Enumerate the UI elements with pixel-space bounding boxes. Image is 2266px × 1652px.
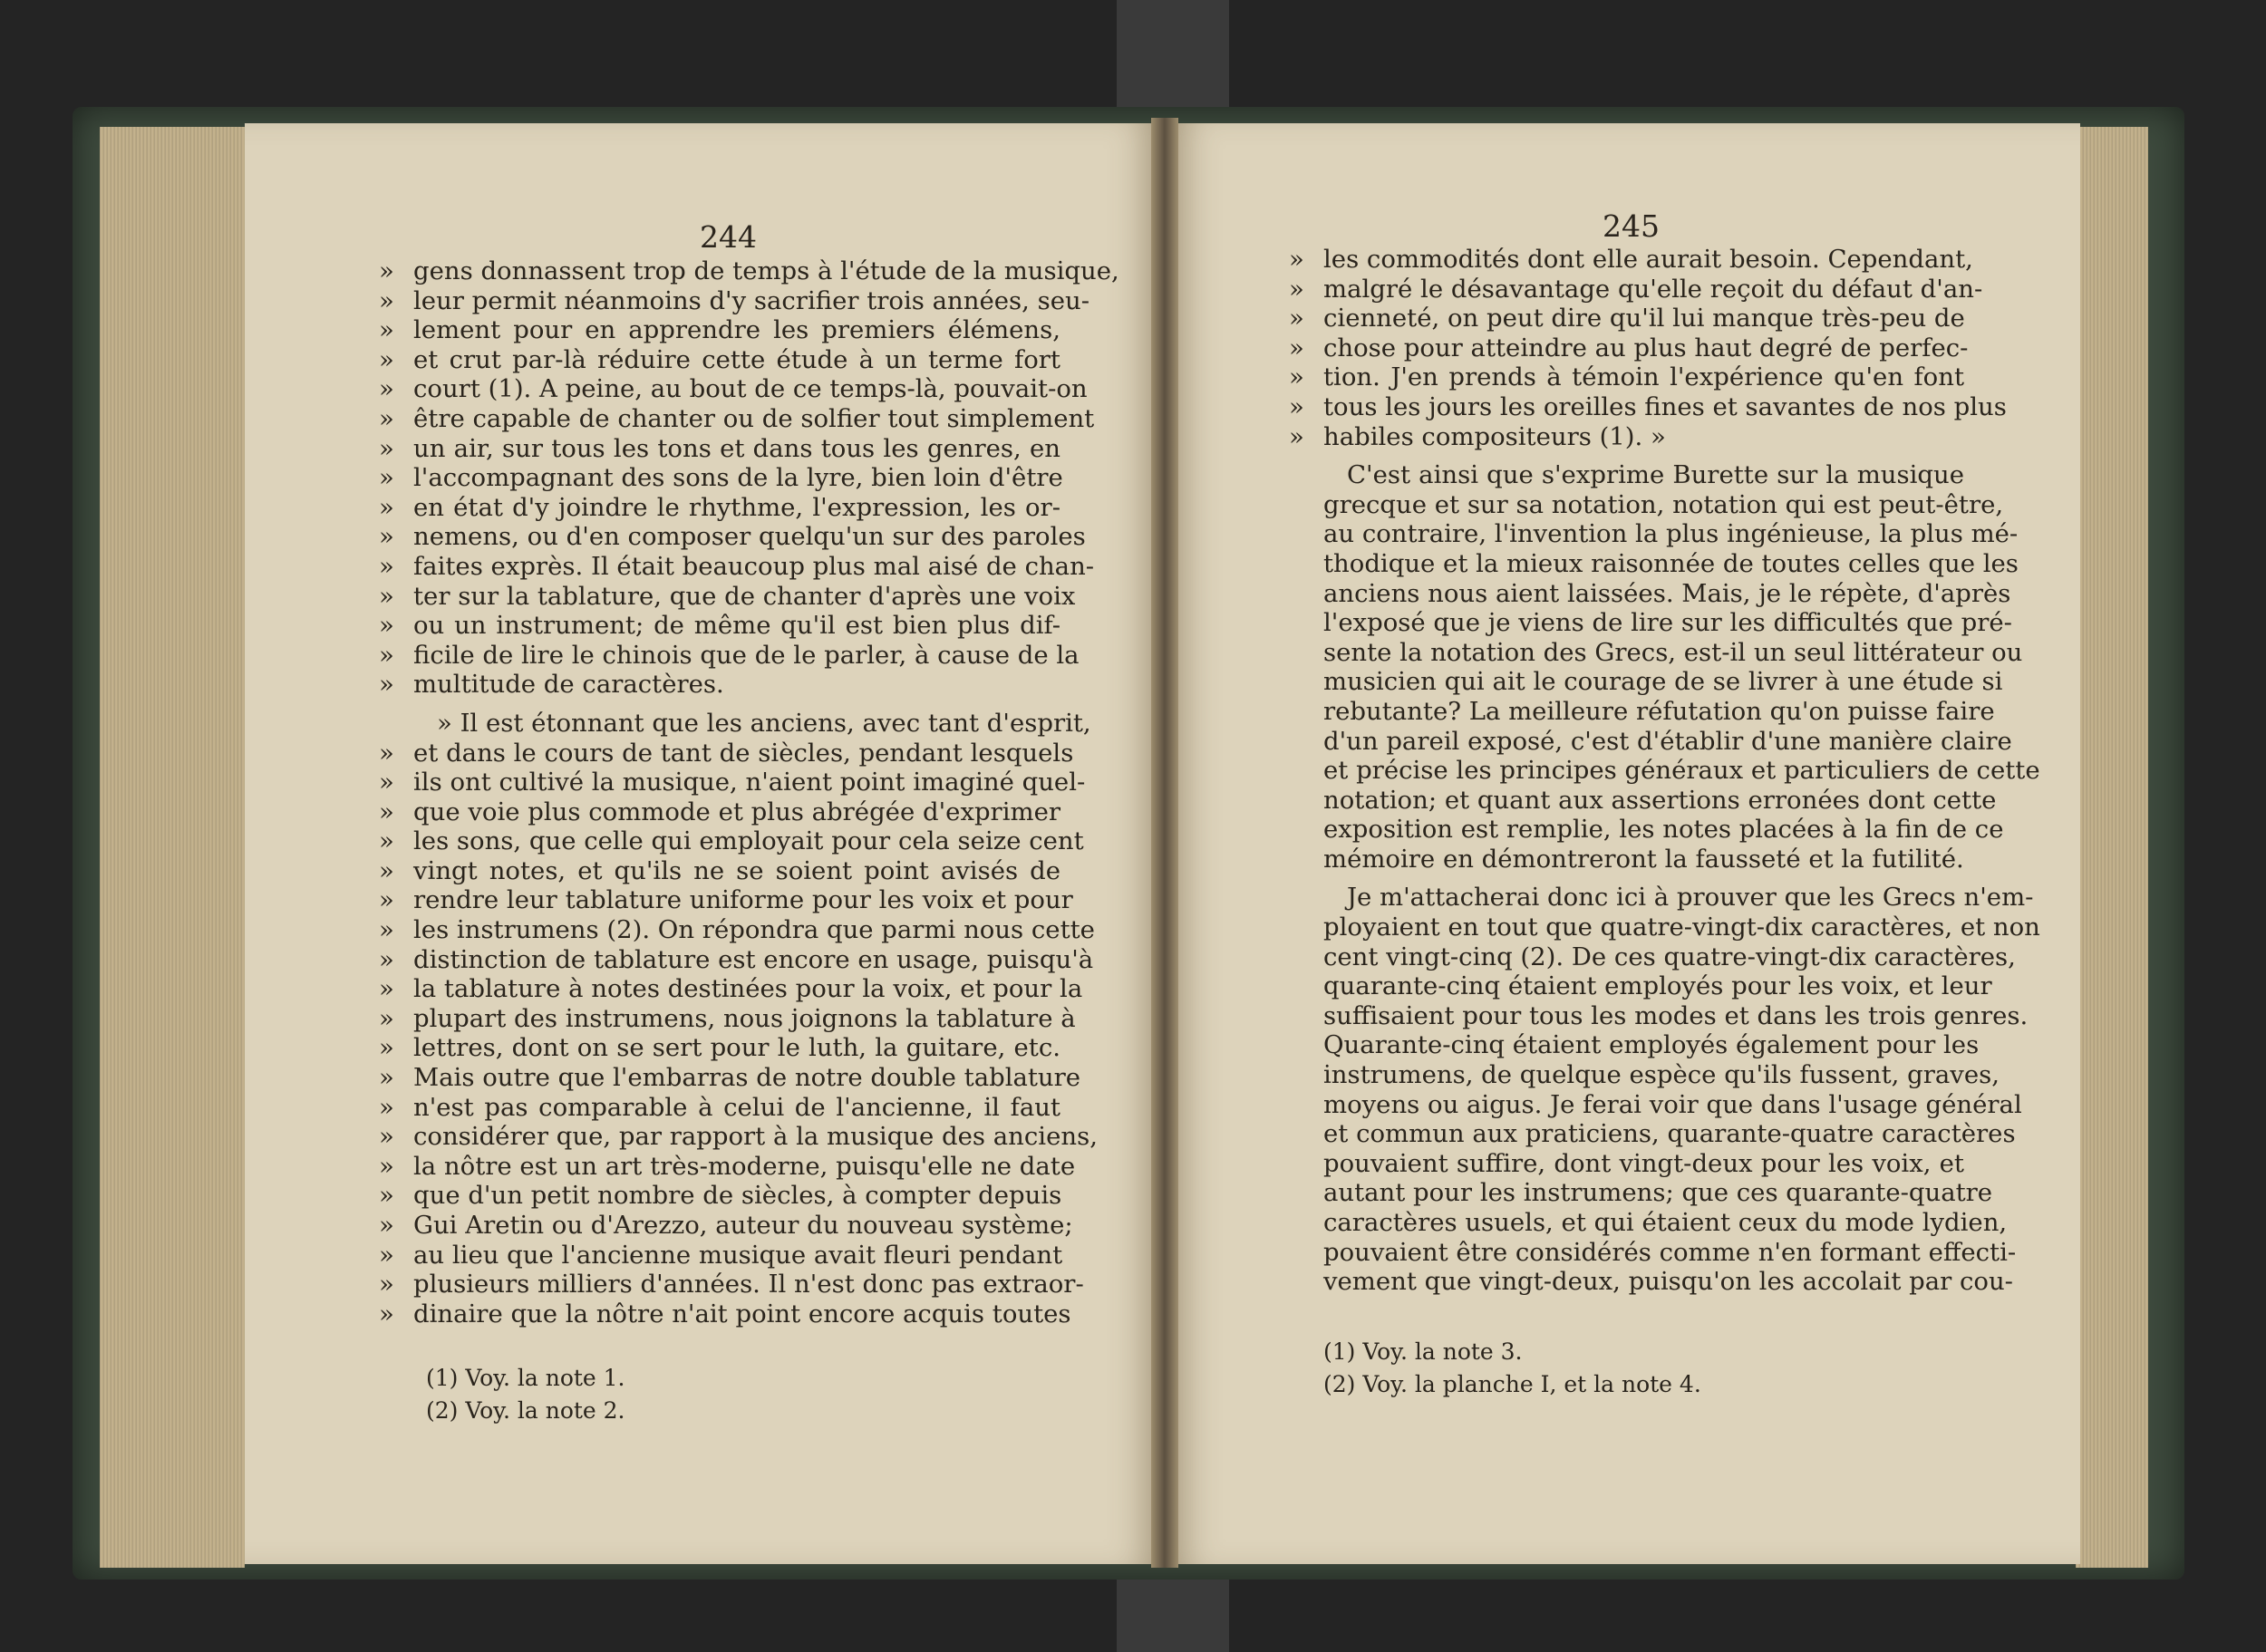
quote-mark	[1289, 608, 1323, 638]
text-line	[379, 522, 1086, 552]
line-text: d'un pareil exposé, c'est d'établir d'une manière claire	[1323, 726, 2012, 756]
line-text: que voie plus commode et plus abrégée d'exprimer	[413, 797, 1060, 826]
text-line	[1289, 942, 2016, 972]
line-text: et commun aux praticiens, quarante-quatre caractères	[1323, 1119, 2016, 1149]
line-text: ployaient en tout que quatre-vingt-dix caractères, et non	[1323, 913, 2040, 942]
quote-mark: »	[379, 855, 394, 885]
line-text: et précise les principes généraux et particuliers de cette	[1323, 756, 2040, 786]
line-text: au contraire, l'invention la plus ingénieuse, la plus mé-	[1323, 519, 2019, 549]
quote-mark: »	[379, 1122, 394, 1152]
line-text: autant pour les instrumens; que ces quarante-quatre	[1323, 1178, 1993, 1208]
page-edges-right	[2076, 127, 2148, 1568]
quote-mark: »	[379, 1003, 394, 1033]
quote-mark	[379, 709, 413, 739]
quote-mark: »	[379, 768, 394, 797]
left-page-number: 244	[700, 219, 757, 255]
text-line	[1289, 1060, 2000, 1090]
text-line	[379, 640, 1080, 671]
line-text: l'exposé que je viens de lire sur les difficultés que pré-	[1323, 608, 2012, 638]
text-line	[379, 885, 1073, 915]
line-text: exposition est remplie, les notes placées à la fin de ce	[1323, 815, 2004, 845]
footnote: (1) Voy. la note 3.	[1323, 1338, 1523, 1365]
text-line	[1289, 883, 2034, 913]
quote-mark	[1289, 667, 1323, 697]
text-line	[1289, 1149, 1964, 1179]
text-line	[379, 611, 1060, 641]
text-line	[1289, 913, 2040, 942]
text-line	[1289, 578, 2011, 609]
text-line	[379, 1063, 1081, 1093]
quote-mark: »	[379, 670, 394, 700]
text-line	[379, 374, 1088, 404]
line-text: au lieu que l'ancienne musique avait fleuri pendant	[413, 1240, 1063, 1270]
line-text: et dans le cours de tant de siècles, pendant lesquels	[413, 738, 1074, 768]
footnote: (1) Voy. la note 1.	[426, 1365, 625, 1391]
quote-mark	[1289, 845, 1323, 874]
line-text: rebutante? La meilleure réfutation qu'on puisse faire	[1323, 696, 1995, 726]
line-text: les instrumens (2). On répondra que parmi nous cette	[413, 915, 1095, 945]
quote-mark	[1289, 1001, 1323, 1031]
line-text: plupart des instrumens, nous joignons la tablature à	[413, 1003, 1076, 1033]
line-text: cienneté, on peut dire qu'il lui manque très-peu de	[1323, 304, 1965, 333]
text-line	[379, 1240, 1063, 1270]
text-line	[1289, 637, 2023, 668]
text-line	[1289, 1237, 2017, 1268]
line-text: lettres, dont on se sert pour le luth, la guitare, etc.	[413, 1033, 1060, 1063]
quote-mark: »	[379, 797, 394, 826]
text-line	[379, 463, 1063, 493]
book-gutter	[1151, 118, 1178, 1568]
text-line	[1289, 971, 1992, 1001]
quote-mark: »	[379, 492, 394, 522]
quote-mark: »	[1289, 245, 1304, 274]
text-line	[1289, 815, 2004, 845]
text-line	[379, 493, 1060, 523]
quote-mark: »	[379, 1033, 394, 1063]
line-text: ficile de lire le chinois que de le parler, à cause de la	[413, 640, 1080, 670]
text-line	[1289, 1208, 2008, 1238]
quote-mark	[1289, 1119, 1323, 1149]
quote-mark	[1289, 1060, 1323, 1090]
quote-mark	[1289, 971, 1323, 1001]
line-text: malgré le désavantage qu'elle reçoit du défaut d'an-	[1323, 274, 1983, 304]
text-line	[379, 403, 1095, 434]
quote-mark	[1289, 519, 1323, 549]
text-line	[379, 1003, 1076, 1034]
text-line	[379, 944, 1094, 975]
text-line	[379, 1033, 1060, 1063]
text-line	[379, 1093, 1060, 1123]
quote-mark: »	[1289, 391, 1304, 421]
quote-mark	[1289, 883, 1323, 913]
quote-mark: »	[379, 522, 394, 552]
line-text: l'accompagnant des sons de la lyre, bien loin d'être	[413, 463, 1063, 493]
quote-mark	[1289, 1208, 1323, 1238]
quote-mark: »	[379, 581, 394, 611]
line-text: la tablature à notes destinées pour la voix, et pour la	[413, 974, 1083, 1004]
line-text: anciens nous aient laissées. Mais, je le répète, d'après	[1323, 578, 2011, 608]
quote-mark: »	[379, 1211, 394, 1240]
text-line	[379, 915, 1095, 945]
line-text: grecque et sur sa notation, notation qui est peut-être,	[1323, 489, 2004, 519]
line-text: leur permit néanmoins d'y sacrifier trois années, seu-	[413, 285, 1089, 315]
quote-mark: »	[379, 285, 394, 315]
quote-mark: »	[1289, 304, 1304, 333]
quote-mark	[1289, 1267, 1323, 1297]
line-text: nemens, ou d'en composer quelqu'un sur des paroles	[413, 522, 1086, 552]
line-text: gens donnassent trop de temps à l'étude de la musique,	[413, 256, 1119, 285]
line-text: faites exprès. Il était beaucoup plus mal aisé de chan-	[413, 551, 1095, 581]
text-line	[1289, 726, 2012, 757]
right-page-footnotes	[1323, 1336, 1701, 1401]
quote-mark	[1289, 1178, 1323, 1208]
quote-mark	[1289, 1030, 1323, 1060]
line-text: Je m'attacherai donc ici à prouver que les Grecs n'em-	[1347, 883, 2034, 913]
text-line	[1289, 245, 1973, 275]
line-text: notation; et quant aux assertions erronées dont cette	[1323, 785, 1997, 815]
quote-mark: »	[379, 611, 394, 641]
text-line	[1289, 696, 1995, 727]
line-text: Mais outre que l'embarras de notre double tablature	[413, 1063, 1081, 1093]
line-text: lement pour en apprendre les premiers élémens,	[413, 315, 1060, 345]
quote-mark	[1289, 815, 1323, 845]
line-text: tous les jours les oreilles fines et savantes de nos plus	[1323, 391, 2007, 421]
text-line	[379, 581, 1076, 612]
quote-mark: »	[379, 433, 394, 463]
line-text: les commodités dont elle aurait besoin. Cependant,	[1323, 245, 1973, 274]
line-text: distinction de tablature est encore en usage, puisqu'à	[413, 944, 1094, 974]
quote-mark	[1289, 549, 1323, 579]
line-text: dinaire que la nôtre n'ait point encore acquis toutes	[413, 1299, 1071, 1328]
text-line	[1289, 304, 1964, 333]
quote-mark: »	[1289, 421, 1304, 451]
quote-mark	[1289, 579, 1323, 609]
line-text: ou un instrument; de même qu'il est bien plus dif-	[413, 611, 1060, 641]
text-line	[379, 256, 1119, 286]
text-line	[1289, 519, 2019, 549]
quote-mark: »	[379, 826, 394, 856]
text-line	[1289, 1030, 1980, 1060]
line-text: sente la notation des Grecs, est-il un seul littérateur ou	[1323, 637, 2023, 667]
text-line	[1289, 548, 2019, 579]
quote-mark: »	[379, 1063, 394, 1093]
quote-mark	[1289, 638, 1323, 668]
quote-mark: »	[379, 1181, 394, 1211]
text-line	[379, 1151, 1076, 1182]
left-page-footnotes	[426, 1362, 625, 1427]
text-line	[379, 285, 1089, 316]
line-text: ils ont cultivé la musique, n'aient point imaginé quel-	[413, 768, 1086, 797]
line-text: musicien qui ait le courage de se livrer à une étude si	[1323, 667, 2003, 697]
line-text: caractères usuels, et qui étaient ceux du mode lydien,	[1323, 1208, 2008, 1237]
quote-mark	[1289, 1238, 1323, 1268]
line-text: Gui Aretin ou d'Arezzo, auteur du nouveau système;	[413, 1211, 1073, 1240]
text-line	[1289, 333, 1969, 363]
line-text: la nôtre est un art très-moderne, puisqu'elle ne date	[413, 1151, 1076, 1181]
line-text: suffisaient pour tous les modes et dans les trois genres.	[1323, 1000, 2029, 1030]
quote-mark: »	[379, 256, 394, 285]
line-text: ter sur la tablature, que de chanter d'après une voix	[413, 581, 1076, 611]
quote-mark: »	[379, 974, 394, 1004]
line-text: tion. J'en prends à témoin l'expérience qu'en font	[1323, 362, 1964, 392]
text-line	[1289, 845, 1964, 874]
quote-mark: »	[1289, 274, 1304, 304]
line-text: moyens ou aigus. Je ferai voir que dans l'usage général	[1323, 1089, 2022, 1119]
quote-mark: »	[379, 915, 394, 945]
quote-mark: »	[379, 1092, 394, 1122]
text-line	[379, 551, 1095, 582]
text-line	[1289, 422, 1964, 452]
quote-mark: »	[379, 738, 394, 768]
line-text: pouvaient être considérés comme n'en formant effecti-	[1323, 1237, 2017, 1267]
text-line	[1289, 489, 2004, 520]
quote-mark: »	[379, 1151, 394, 1181]
quote-mark: »	[379, 885, 394, 915]
line-text: habiles compositeurs (1). »	[1323, 421, 1666, 451]
line-text: vingt notes, et qu'ils ne se soient point avisés de	[413, 855, 1060, 885]
quote-mark: »	[379, 463, 394, 493]
line-text: » Il est étonnant que les anciens, avec tant d'esprit,	[437, 708, 1091, 738]
quote-mark	[1289, 786, 1323, 816]
text-line	[379, 1211, 1073, 1241]
line-text: thodique et la mieux raisonnée de toutes celles que les	[1323, 548, 2019, 578]
line-text: C'est ainsi que s'exprime Burette sur la musique	[1347, 460, 1964, 490]
quote-mark: »	[379, 1270, 394, 1299]
quote-mark	[1289, 1149, 1323, 1179]
line-text: rendre leur tablature uniforme pour les voix et pour	[413, 885, 1073, 915]
quote-mark: »	[379, 374, 394, 404]
text-line	[379, 768, 1086, 797]
text-line	[1289, 1089, 2022, 1120]
text-line	[1289, 667, 2003, 697]
quote-mark: »	[379, 315, 394, 345]
text-line	[1289, 362, 1964, 392]
text-line	[379, 434, 1060, 464]
line-text: vement que vingt-deux, puisqu'on les accolait par cou-	[1323, 1267, 2013, 1297]
text-line	[1289, 608, 2012, 638]
quote-mark: »	[1289, 362, 1304, 392]
page-edges-left	[100, 127, 245, 1568]
quote-mark	[1289, 756, 1323, 786]
right-page-text	[1289, 245, 2040, 1297]
quote-mark: »	[379, 1240, 394, 1270]
quote-mark: »	[1289, 333, 1304, 362]
quote-mark: »	[379, 403, 394, 433]
quote-mark: »	[379, 944, 394, 974]
text-line	[379, 797, 1060, 827]
quote-mark: »	[379, 1299, 394, 1328]
text-line	[379, 1270, 1084, 1299]
line-text: mémoire en démontreront la fausseté et la futilité.	[1323, 844, 1964, 874]
footnote: (2) Voy. la planche I, et la note 4.	[1323, 1371, 1701, 1397]
text-line	[1289, 1000, 2029, 1031]
quote-mark	[1289, 913, 1323, 942]
text-line	[379, 826, 1084, 856]
text-line	[379, 670, 1060, 700]
text-line	[379, 708, 1091, 739]
line-text: plusieurs milliers d'années. Il n'est donc pas extraor-	[413, 1270, 1084, 1299]
line-text: multitude de caractères.	[413, 670, 724, 700]
line-text: n'est pas comparable à celui de l'ancienne, il faut	[413, 1092, 1060, 1122]
text-line	[1289, 1267, 2013, 1297]
quote-mark	[1289, 697, 1323, 727]
text-line	[1289, 785, 1997, 816]
line-text: instrumens, de quelque espèce qu'ils fussent, graves,	[1323, 1060, 2000, 1090]
line-text: que d'un petit nombre de siècles, à compter depuis	[413, 1181, 1062, 1211]
line-text: être capable de chanter ou de solfier tout simplement	[413, 403, 1095, 433]
text-line	[379, 974, 1083, 1004]
footnote: (2) Voy. la note 2.	[426, 1397, 625, 1424]
quote-mark	[1289, 460, 1323, 490]
line-text: quarante-cinq étaient employés pour les voix, et leur	[1323, 971, 1992, 1001]
line-text: pouvaient suffire, dont vingt-deux pour les voix, et	[1323, 1148, 1964, 1178]
text-line	[1289, 391, 2007, 422]
text-line	[1289, 274, 1983, 304]
text-line	[1289, 1178, 1993, 1208]
text-line	[379, 856, 1060, 886]
left-page-text	[379, 256, 1119, 1328]
text-line	[379, 315, 1060, 345]
line-text: Quarante-cinq étaient employés également pour les	[1323, 1030, 1980, 1060]
right-page-number: 245	[1603, 208, 1660, 244]
quote-mark	[1289, 490, 1323, 520]
text-line	[379, 1299, 1071, 1329]
text-line	[1289, 756, 2040, 786]
line-text: chose pour atteindre au plus haut degré de perfec-	[1323, 333, 1969, 362]
text-line	[1289, 1119, 2016, 1149]
quote-mark: »	[379, 344, 394, 374]
line-text: un air, sur tous les tons et dans tous les genres, en	[413, 433, 1060, 463]
line-text: cent vingt-cinq (2). De ces quatre-vingt-dix caractères,	[1323, 942, 2016, 971]
quote-mark: »	[379, 551, 394, 581]
quote-mark: »	[379, 640, 394, 670]
text-line	[1289, 460, 1964, 490]
line-text: considérer que, par rapport à la musique des anciens,	[413, 1122, 1098, 1152]
line-text: les sons, que celle qui employait pour cela seize cent	[413, 826, 1084, 856]
quote-mark	[1289, 942, 1323, 972]
line-text: court (1). A peine, au bout de ce temps-là, pouvait-on	[413, 374, 1088, 404]
line-text: et crut par-là réduire cette étude à un terme fort	[413, 344, 1060, 374]
text-line	[379, 1122, 1098, 1152]
quote-mark	[1289, 1090, 1323, 1120]
quote-mark	[1289, 727, 1323, 757]
text-line	[379, 738, 1074, 768]
text-line	[379, 345, 1060, 375]
text-line	[379, 1181, 1060, 1211]
line-text: en état d'y joindre le rhythme, l'expression, les or-	[413, 492, 1060, 522]
